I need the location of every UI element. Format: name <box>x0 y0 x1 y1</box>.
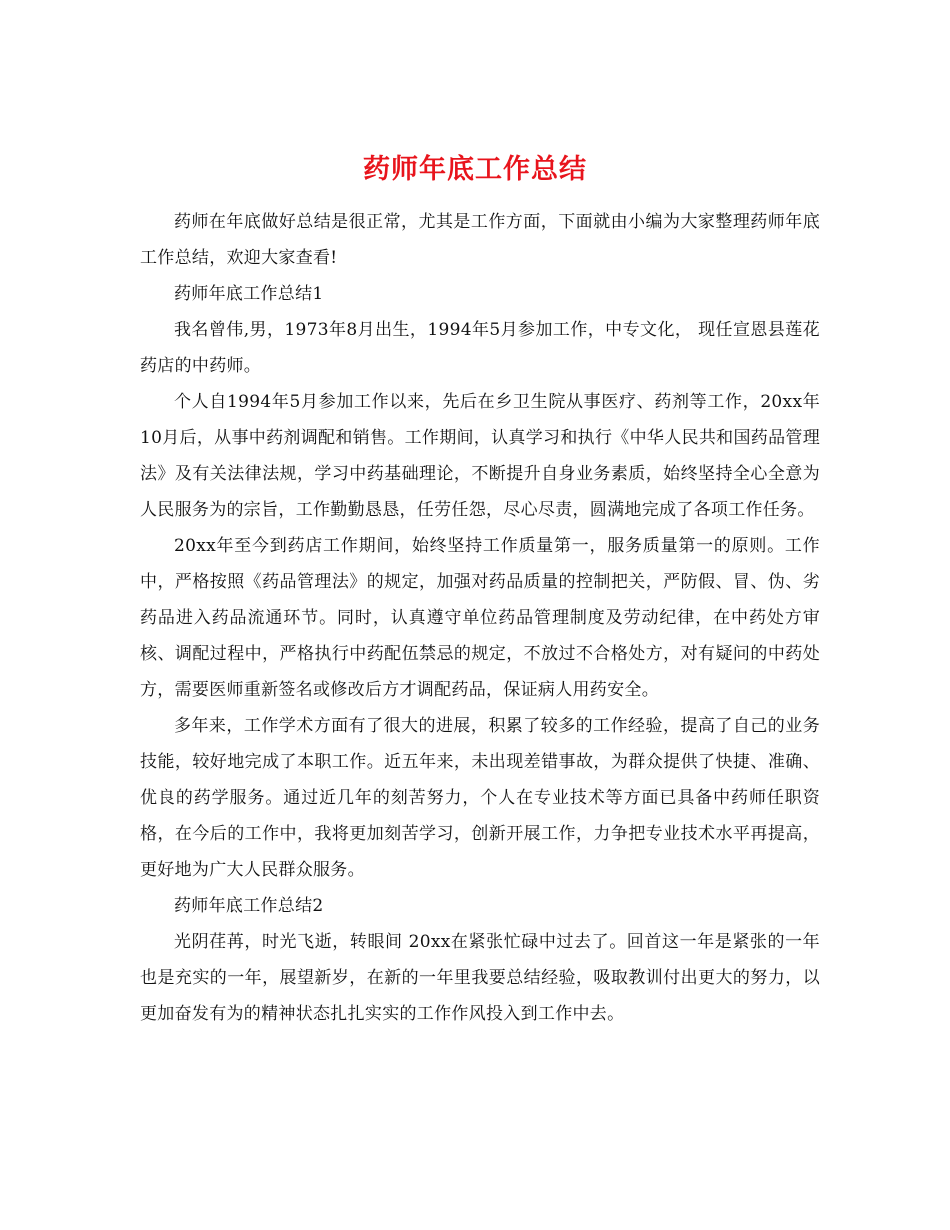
body-paragraph: 多年来，工作学术方面有了很大的进展，积累了较多的工作经验，提高了自己的业务技能，较好地完成了本职工作。近五年来，未出现差错事故，为群众提供了快捷、准确、优良的药学服务。通过近几年的刻苦努力，个人在专业技术等方面已具备中药师任职资格，在今后的工作中，我将更加刻苦学习，创新开展工作，力争把专业技术水平再提高，更好地为广大人民群众服务。 <box>140 716 820 880</box>
document-body <box>140 204 820 1032</box>
intro-paragraph: 药师在年底做好总结是很正常，尤其是工作方面，下面就由小编为大家整理药师年底工作总结，欢迎大家查看! <box>140 212 820 268</box>
body-paragraph: 20xx年至今到药店工作期间，始终坚持工作质量第一，服务质量第一的原则。工作中，严格按照《药品管理法》的规定，加强对药品质量的控制把关，严防假、冒、伪、劣药品进入药品流通环节。同时，认真遵守单位药品管理制度及劳动纪律，在中药处方审核、调配过程中，严格执行中药配伍禁忌的规定，不放过不合格处方，对有疑问的中药处方，需要医师重新签名或修改后方才调配药品，保证病人用药安全。 <box>140 536 820 700</box>
body-paragraph: 我名曾伟,男，1973年8月出生，1994年5月参加工作，中专文化， 现任宣恩县莲花药店的中药师。 <box>140 320 820 376</box>
body-paragraph: 个人自1994年5月参加工作以来，先后在乡卫生院从事医疗、药剂等工作，20xx年10月后，从事中药剂调配和销售。工作期间，认真学习和执行《中华人民共和国药品管理法》及有关法律法规，学习中药基础理论，不断提升自身业务素质，始终坚持全心全意为人民服务为的宗旨，工作勤勤恳恳，任劳任怨，尽心尽责，圆满地完成了各项工作任务。 <box>140 392 820 520</box>
section-heading-2: 药师年底工作总结2 <box>174 896 324 916</box>
body-paragraph: 光阴荏苒，时光飞逝，转眼间 20xx在紧张忙碌中过去了。回首这一年是紧张的一年也是充实的一年，展望新岁，在新的一年里我要总结经验，吸取教训付出更大的努力，以更加奋发有为的精神状态扎扎实实的工作作风投入到工作中去。 <box>140 932 820 1024</box>
section-heading-1: 药师年底工作总结1 <box>174 284 324 304</box>
document-title: 药师年底工作总结 <box>363 154 587 186</box>
